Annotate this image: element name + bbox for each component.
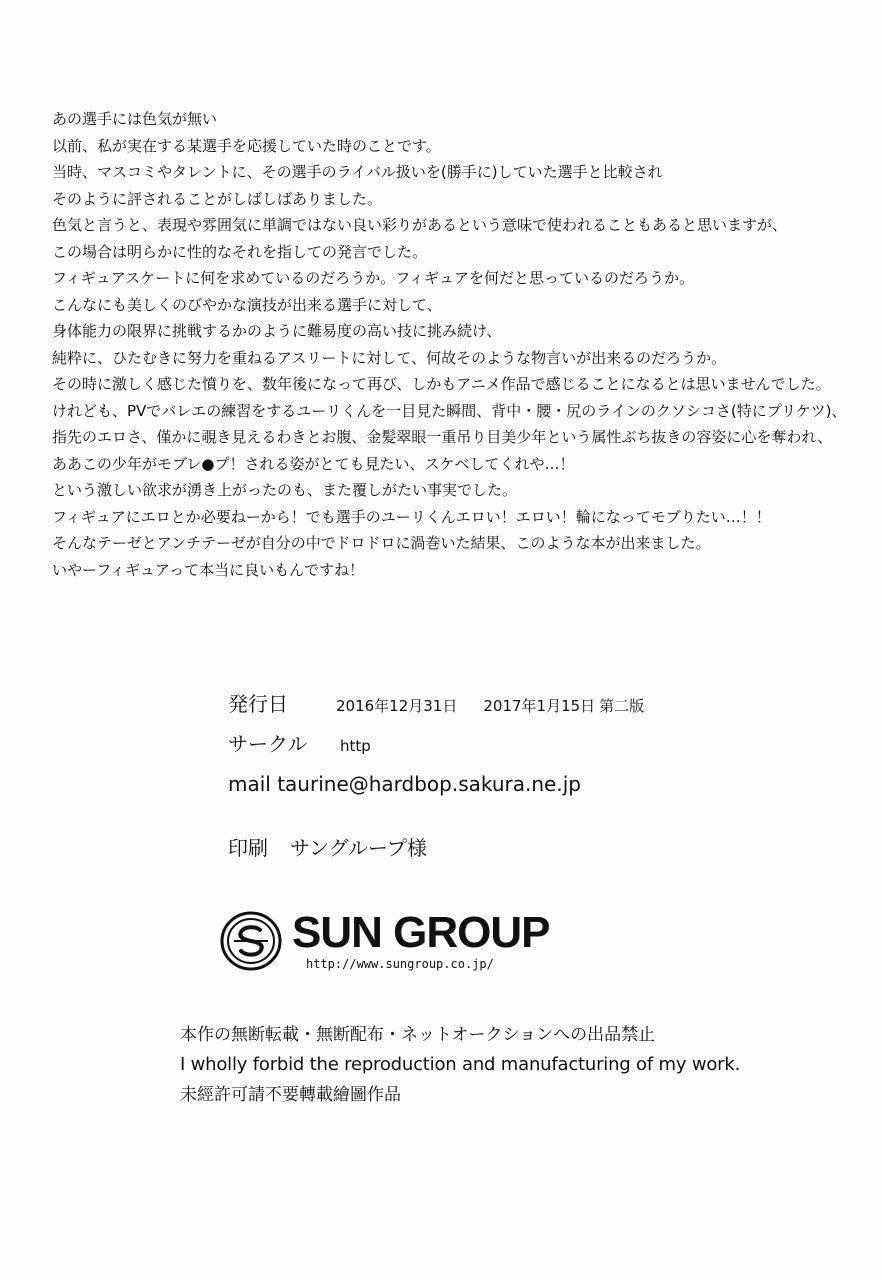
sun-group-logo [220,906,580,986]
afterword-line: ああこの少年がモブレ●プ！される姿がとても見たい、スケベしてくれや…！ [52,454,575,473]
notice-chinese: 未經許可請不要轉載繪圖作品 [180,1085,401,1105]
afterword-line: 身体能力の限界に挑戦するかのように難易度の高い技に挑み続け、 [52,322,502,340]
afterword-line: そんなテーゼとアンチテーゼが自分の中でドロドロに渦巻いた結果、このような本が出来ました。 [52,534,711,552]
afterword-line: 色気と言うと、表現や雰囲気に単調ではない良い彩りがあるという意味で使われることもあると思いますが、 [52,216,788,234]
afterword-text [52,106,852,583]
copyright-notice [180,1020,820,1110]
colophon [228,688,748,872]
issue-date-second: 2017年1月15日 [483,697,596,715]
mail-address: mail taurine@hardbop.sakura.ne.jp [228,772,581,796]
circle-label: サークル [228,732,308,756]
edition-label: 第二版 [599,697,645,715]
notice-english: I wholly forbid the reproduction and manufacturing of my work. [180,1054,741,1075]
sun-group-url: http://www.sungroup.co.jp/ [306,957,494,971]
afterword-line: そのように評されることがしばしばありました。 [52,189,383,208]
afterword-line: こんなにも美しくのびやかな演技が出来る選手に対して、 [52,295,442,314]
afterword-line: フィギュアスケートに何を求めているのだろうか。フィギュアを何だと思っているのだろうか。 [52,269,695,287]
printer-name: サングループ様 [290,836,427,860]
mail-row [228,772,748,832]
issue-date-first: 2016年12月31日 [336,697,458,715]
issue-date-label: 発行日 [228,692,288,716]
afterword-line: その時に激しく感じた憤りを、数年後になって再び、しかもアニメ作品で感じることになるとは思いませんでした。 [52,375,831,393]
afterword-line: あの選手には色気が無い [52,110,218,128]
issue-date-row [228,688,748,728]
afterword-line: この場合は明らかに性的なそれを指しての発言でした。 [52,242,428,261]
afterword-line: 純粋に、ひたむきに努力を重ねるアスリートに対して、何故そのような物言いが出来るのだろうか。 [52,348,727,367]
sun-group-wordmark: SUN GROUP [292,908,550,957]
afterword-line: けれども、PVでバレエの練習をするユーリくんを一目見た瞬間、背中・腰・尻のラインのクソシコさ(特にプリケツ)、 [52,401,847,420]
afterword-line: 当時、マスコミやタレントに、その選手のライバル扱いを(勝手に)していた選手と比較され [52,163,663,181]
printer-row [228,832,748,872]
notice-japanese: 本作の無断転載・無断配布・ネットオークションへの出品禁止 [180,1025,656,1045]
circle-url: http [340,737,371,755]
afterword-line: 指先のエロさ、僅かに覗き見えるわきとお腹、金髪翠眼一重吊り目美少年という属性ぶち抜きの容姿に心を奪われ、 [52,428,833,446]
afterword-line: 以前、私が実在する某選手を応援していた時のことです。 [52,136,441,155]
afterword-line: いやーフィギュアって本当に良いもんですね！ [52,560,365,579]
printer-label: 印刷 [228,836,268,860]
afterword-line: フィギュアにエロとか必要ねーから！でも選手のユーリくんエロい！エロい！輪になってモブりたい…！！ [52,507,771,526]
afterword-line: という激しい欲求が湧き上がったのも、また覆しがたい事実でした。 [52,481,518,499]
sun-group-emblem-icon [220,910,282,972]
circle-row [228,728,748,772]
